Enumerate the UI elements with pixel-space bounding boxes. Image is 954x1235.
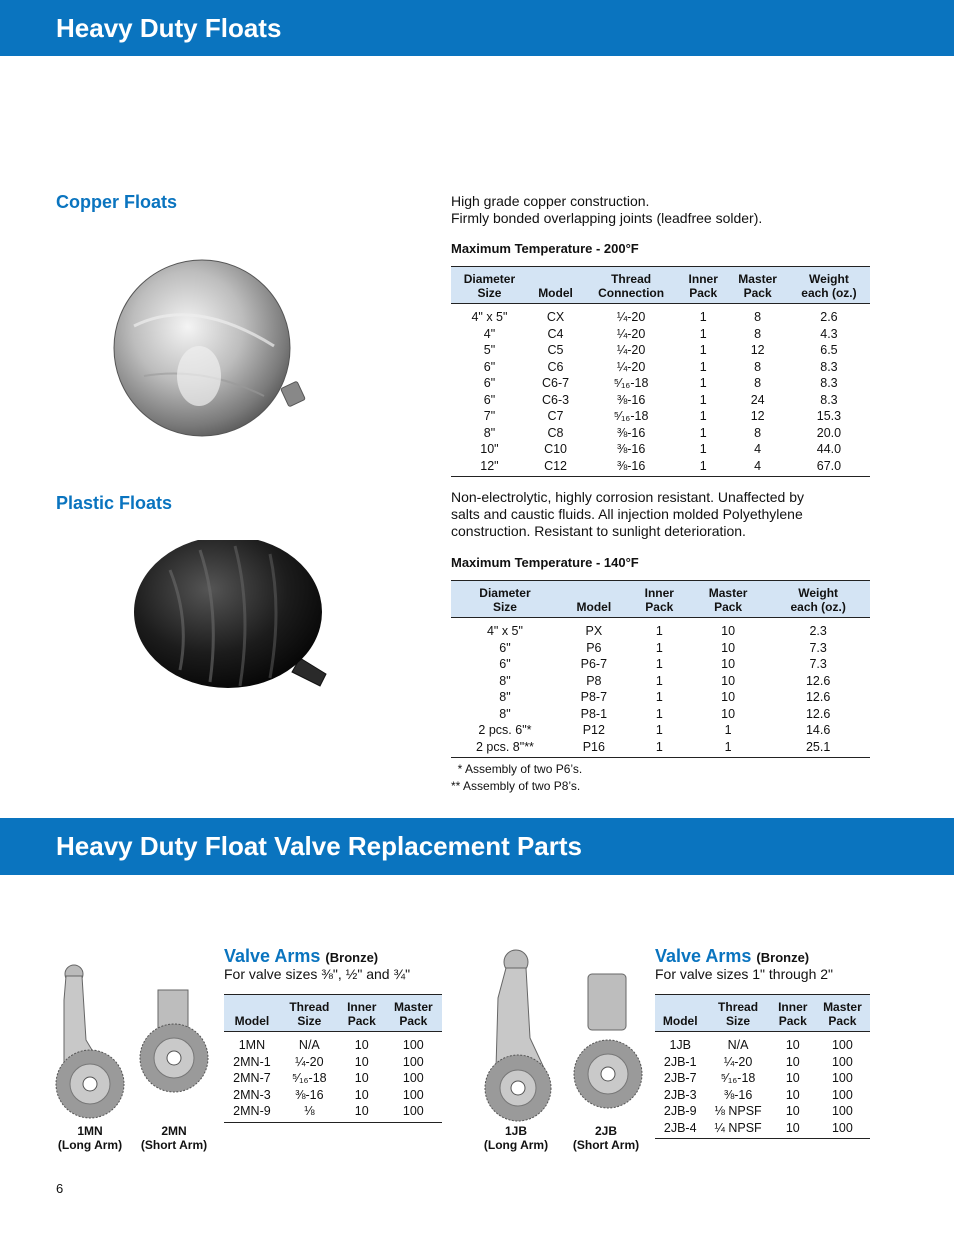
plastic-footnote-2: ** Assembly of two P8’s. bbox=[451, 779, 581, 793]
table-cell: P8-7 bbox=[580, 690, 608, 704]
valve-arms-small-title: Valve Arms (Bronze) bbox=[224, 946, 379, 966]
column-header bbox=[528, 267, 583, 304]
table-cell: ¼-20 bbox=[616, 326, 646, 341]
column-header-line: Pack bbox=[743, 286, 772, 300]
table-cell: 1 bbox=[655, 690, 663, 704]
table-cell: 1 bbox=[699, 326, 707, 341]
table-cell: C8 bbox=[547, 425, 564, 440]
table-row bbox=[224, 1032, 442, 1054]
plastic-max-temperature: Maximum Temperature - 140°F bbox=[451, 555, 639, 570]
table-cell: 5" bbox=[483, 343, 496, 357]
column-header bbox=[280, 995, 339, 1032]
table-cell: P6 bbox=[586, 640, 602, 655]
column-header-line: Model bbox=[538, 286, 573, 300]
table-cell: N/A bbox=[727, 1038, 749, 1052]
table-cell: 2.6 bbox=[820, 310, 838, 324]
table-cell: 10 bbox=[721, 640, 736, 655]
table-cell: 7" bbox=[483, 409, 496, 423]
valve-arms-large-title: Valve Arms (Bronze) bbox=[655, 946, 810, 966]
table-cell: ⁵⁄₁₆-18 bbox=[720, 1071, 756, 1085]
table-cell: 25.1 bbox=[805, 739, 831, 754]
column-header-line bbox=[659, 1000, 701, 1014]
table-cell: 12.6 bbox=[805, 673, 831, 688]
column-header bbox=[629, 581, 690, 618]
valve-arm-1jb-image bbox=[478, 948, 560, 1124]
table-cell: 100 bbox=[402, 1104, 424, 1118]
table-cell: 8 bbox=[754, 310, 762, 324]
column-header-line: Weight bbox=[798, 586, 839, 600]
table-cell: ¼ NPSF bbox=[714, 1120, 762, 1135]
table-cell: 10 bbox=[785, 1120, 800, 1135]
column-header-line: Model bbox=[662, 1014, 698, 1028]
table-cell: P8-1 bbox=[580, 706, 608, 721]
table-cell: 10 bbox=[785, 1087, 800, 1102]
column-header bbox=[727, 267, 787, 304]
valve-arm-2mn-image bbox=[138, 988, 210, 1120]
table-cell: 15.3 bbox=[816, 409, 842, 423]
table-cell: 10 bbox=[785, 1104, 800, 1118]
table-cell: 12.6 bbox=[805, 690, 831, 704]
table-cell: ⅛ bbox=[304, 1104, 315, 1118]
column-header-line: Pack bbox=[347, 1014, 376, 1028]
column-header-line: Pack bbox=[399, 1014, 428, 1028]
table-cell: 2JB-9 bbox=[663, 1104, 697, 1118]
column-header bbox=[559, 581, 629, 618]
caption-2jb: 2JB (Short Arm) bbox=[572, 1124, 640, 1152]
table-cell: 8.3 bbox=[820, 359, 838, 374]
table-row bbox=[451, 689, 870, 706]
table-cell: 12.6 bbox=[805, 706, 831, 721]
column-header-line: Thread bbox=[718, 1000, 759, 1014]
table-cell: 1 bbox=[699, 359, 707, 374]
table-cell: 7.3 bbox=[809, 640, 827, 655]
column-header bbox=[583, 267, 679, 304]
table-row bbox=[451, 392, 870, 409]
table-cell: 100 bbox=[831, 1104, 853, 1118]
table-cell: 6.5 bbox=[820, 343, 838, 357]
table-cell: 1 bbox=[655, 657, 663, 671]
table-cell: 7.3 bbox=[809, 657, 827, 671]
page-title: Heavy Duty Floats bbox=[56, 13, 282, 43]
table-cell: 10 bbox=[354, 1054, 369, 1069]
table-cell: 12" bbox=[480, 458, 499, 473]
column-header bbox=[788, 267, 870, 304]
valve-arm-2jb-image bbox=[572, 972, 644, 1122]
table-cell: 100 bbox=[831, 1038, 853, 1052]
table-cell: ⅜-16 bbox=[616, 458, 646, 473]
table-cell: 1 bbox=[655, 624, 663, 638]
column-header-line bbox=[532, 272, 579, 286]
table-cell: ¼-20 bbox=[616, 310, 646, 324]
table-cell: 8" bbox=[499, 673, 511, 688]
column-header-line bbox=[228, 1000, 276, 1014]
table-row bbox=[451, 618, 870, 640]
table-cell: 10 bbox=[721, 673, 736, 688]
table-cell: 1JB bbox=[669, 1038, 691, 1052]
section-title: Heavy Duty Float Valve Replacement Parts bbox=[56, 831, 583, 861]
table-cell: 10 bbox=[721, 706, 736, 721]
table-cell: 1 bbox=[699, 376, 707, 390]
table-row bbox=[451, 326, 870, 343]
table-row bbox=[224, 1087, 442, 1104]
table-cell: PX bbox=[585, 624, 603, 638]
copper-float-image bbox=[104, 256, 310, 438]
table-cell: 2JB-1 bbox=[663, 1054, 697, 1069]
column-header-line: Pack bbox=[714, 600, 743, 614]
table-cell: 4 bbox=[754, 458, 762, 473]
table-cell: C6-3 bbox=[541, 392, 570, 407]
column-header-line: Inner bbox=[644, 586, 674, 600]
table-cell: 6" bbox=[499, 640, 511, 655]
valve-arms-small-table bbox=[224, 994, 442, 1123]
valve-arms-small-sizes: For valve sizes ⅜", ½" and ¾" bbox=[224, 966, 411, 982]
table-cell: 12 bbox=[750, 409, 765, 423]
table-cell: ⅜-16 bbox=[616, 392, 646, 407]
plastic-footnote-1: * Assembly of two P6’s. bbox=[451, 762, 583, 776]
table-cell: 100 bbox=[402, 1038, 424, 1052]
table-cell: 2JB-4 bbox=[663, 1120, 697, 1135]
table-cell: 4" bbox=[483, 326, 496, 341]
table-cell: 12 bbox=[750, 343, 765, 357]
table-row bbox=[451, 375, 870, 392]
column-header-line: Size bbox=[726, 1014, 751, 1028]
table-cell: 67.0 bbox=[816, 458, 842, 473]
table-cell: P8 bbox=[586, 673, 602, 688]
table-cell: 1MN bbox=[238, 1038, 266, 1052]
valve-arm-1mn-image bbox=[44, 960, 136, 1122]
table-cell: 6" bbox=[483, 376, 496, 390]
table-cell: C6-7 bbox=[541, 376, 570, 390]
table-cell: 10 bbox=[721, 657, 736, 671]
table-cell: ⁵⁄₁₆-18 bbox=[292, 1071, 327, 1085]
table-cell: 8 bbox=[754, 326, 762, 341]
column-header bbox=[655, 995, 705, 1032]
column-header bbox=[771, 995, 815, 1032]
table-cell: 2MN-7 bbox=[233, 1071, 271, 1085]
table-row bbox=[451, 739, 870, 758]
table-cell: 20.0 bbox=[816, 425, 842, 440]
plastic-description: Non-electrolytic, highly corrosion resistant. Unaffected by salts and caustic fluids. All injection molded Polyethylene construction. Resistant to sunlight deterioration. bbox=[451, 489, 805, 539]
table-cell: 8" bbox=[499, 690, 511, 704]
caption-1jb: 1JB (Long Arm) bbox=[483, 1124, 549, 1152]
table-cell: 100 bbox=[402, 1071, 424, 1085]
table-cell: 1 bbox=[699, 409, 707, 423]
table-cell: 2 pcs. 8"** bbox=[475, 739, 534, 754]
column-header bbox=[451, 581, 559, 618]
column-header-line: Thread bbox=[611, 272, 652, 286]
column-header bbox=[451, 267, 528, 304]
table-cell: 10 bbox=[354, 1087, 369, 1102]
table-row bbox=[451, 359, 870, 376]
table-row bbox=[451, 458, 870, 477]
column-header-line: Pack bbox=[778, 1014, 807, 1028]
table-cell: ¼-20 bbox=[616, 359, 646, 374]
table-cell: 1 bbox=[655, 706, 663, 721]
table-cell: 1 bbox=[655, 739, 663, 754]
table-cell: 100 bbox=[402, 1087, 424, 1102]
copper-max-temperature: Maximum Temperature - 200°F bbox=[451, 241, 639, 256]
column-header-line: Inner bbox=[688, 272, 718, 286]
table-cell: ⁵⁄₁₆-18 bbox=[613, 376, 649, 390]
table-cell: 1 bbox=[655, 723, 663, 737]
table-cell: ⅛ NPSF bbox=[714, 1104, 762, 1118]
table-cell: 8" bbox=[483, 425, 496, 440]
table-cell: ¼-20 bbox=[616, 343, 646, 357]
column-header-line: Master bbox=[708, 586, 748, 600]
table-cell: ⁵⁄₁₆-18 bbox=[613, 409, 649, 423]
table-cell: P12 bbox=[582, 723, 605, 737]
copper-floats-heading: Copper Floats bbox=[56, 192, 178, 212]
table-row bbox=[451, 656, 870, 673]
table-cell: P6-7 bbox=[580, 657, 608, 671]
copper-description: High grade copper construction. Firmly bonded overlapping joints (leadfree solder). bbox=[451, 193, 763, 226]
table-cell: 4.3 bbox=[820, 326, 838, 341]
copper-floats-table bbox=[451, 266, 870, 477]
column-header-line: Master bbox=[738, 272, 777, 286]
table-cell: 8 bbox=[754, 359, 762, 374]
table-cell: 2JB-3 bbox=[663, 1087, 697, 1102]
column-header-line bbox=[563, 586, 625, 600]
column-header-line: Inner bbox=[347, 1000, 377, 1014]
column-header-line: Inner bbox=[778, 1000, 808, 1014]
table-row bbox=[451, 342, 870, 359]
table-cell: 2MN-9 bbox=[233, 1104, 271, 1118]
table-cell: 100 bbox=[831, 1120, 853, 1135]
column-header bbox=[766, 581, 870, 618]
table-cell: 1 bbox=[699, 392, 707, 407]
column-header-line: Pack bbox=[645, 600, 674, 614]
table-row bbox=[451, 441, 870, 458]
table-row bbox=[655, 1087, 870, 1104]
table-cell: 6" bbox=[499, 657, 511, 671]
table-cell: ⅜-16 bbox=[616, 425, 646, 440]
table-row bbox=[224, 1103, 442, 1122]
table-row bbox=[451, 304, 870, 326]
table-row bbox=[451, 722, 870, 739]
section-title-band bbox=[0, 818, 954, 875]
table-cell: 1 bbox=[699, 310, 707, 324]
table-cell: ¼-20 bbox=[723, 1054, 753, 1069]
column-header-line: Size bbox=[492, 600, 517, 614]
table-cell: 10" bbox=[480, 442, 499, 456]
caption-2mn: 2MN (Short Arm) bbox=[140, 1124, 208, 1152]
table-cell: 1 bbox=[724, 739, 732, 754]
valve-arms-large-sizes: For valve sizes 1" through 2" bbox=[655, 966, 834, 982]
column-header-line: Size bbox=[477, 286, 502, 300]
table-row bbox=[655, 1120, 870, 1139]
table-cell: 10 bbox=[785, 1054, 800, 1069]
table-cell: 2.3 bbox=[809, 624, 827, 638]
caption-1mn: 1MN (Long Arm) bbox=[57, 1124, 123, 1152]
table-cell: P16 bbox=[582, 739, 605, 754]
table-cell: 10 bbox=[721, 690, 736, 704]
table-cell: N/A bbox=[298, 1038, 320, 1052]
table-cell: 100 bbox=[831, 1071, 853, 1085]
table-cell: C10 bbox=[544, 442, 567, 456]
column-header-line: Model bbox=[576, 600, 612, 614]
table-row bbox=[451, 706, 870, 723]
table-cell: 2JB-7 bbox=[663, 1071, 697, 1085]
table-row bbox=[224, 1054, 442, 1071]
table-cell: 8.3 bbox=[820, 392, 838, 407]
table-cell: 10 bbox=[354, 1038, 369, 1052]
table-row bbox=[224, 1070, 442, 1087]
table-cell: 100 bbox=[402, 1054, 424, 1069]
column-header-line: Thread bbox=[289, 1000, 330, 1014]
table-cell: 1 bbox=[655, 673, 663, 688]
table-row bbox=[451, 640, 870, 657]
column-header-line: Model bbox=[234, 1014, 270, 1028]
column-header-line: Pack bbox=[828, 1014, 857, 1028]
valve-arms-large-table bbox=[655, 994, 870, 1139]
page-number: 6 bbox=[56, 1181, 64, 1196]
column-header bbox=[339, 995, 385, 1032]
column-header-line: Pack bbox=[689, 286, 718, 300]
table-cell: ⅜-16 bbox=[616, 442, 646, 456]
column-header-line: each (oz.) bbox=[801, 286, 857, 300]
table-cell: 10 bbox=[721, 624, 736, 638]
column-header bbox=[815, 995, 870, 1032]
plastic-floats-table bbox=[451, 580, 870, 758]
column-header-line: Diameter bbox=[463, 272, 516, 286]
table-cell: CX bbox=[546, 310, 565, 324]
table-cell: C4 bbox=[547, 326, 564, 341]
table-cell: 24 bbox=[750, 392, 765, 407]
table-cell: ¼-20 bbox=[295, 1054, 324, 1069]
column-header bbox=[705, 995, 770, 1032]
table-cell: 1 bbox=[699, 442, 707, 456]
table-row bbox=[655, 1103, 870, 1120]
table-cell: 100 bbox=[831, 1087, 853, 1102]
table-cell: 1 bbox=[655, 640, 663, 655]
plastic-floats-heading: Plastic Floats bbox=[56, 493, 173, 513]
table-cell: 100 bbox=[831, 1054, 853, 1069]
table-row bbox=[451, 425, 870, 442]
table-cell: 8 bbox=[754, 425, 762, 440]
table-cell: 2MN-3 bbox=[233, 1087, 271, 1102]
table-cell: 10 bbox=[354, 1071, 369, 1085]
column-header bbox=[224, 995, 280, 1032]
table-cell: 10 bbox=[785, 1071, 800, 1085]
table-cell: C12 bbox=[544, 458, 567, 473]
column-header bbox=[679, 267, 727, 304]
table-cell: 1 bbox=[724, 723, 732, 737]
table-cell: 8" bbox=[499, 706, 511, 721]
column-header bbox=[690, 581, 766, 618]
page-title-band bbox=[0, 0, 954, 56]
table-cell: 4" x 5" bbox=[471, 310, 508, 324]
table-cell: 8 bbox=[754, 376, 762, 390]
column-header bbox=[385, 995, 442, 1032]
table-cell: ⅜-16 bbox=[723, 1087, 753, 1102]
table-cell: 10 bbox=[785, 1038, 800, 1052]
table-cell: 2 pcs. 6"* bbox=[478, 723, 532, 737]
table-cell: 44.0 bbox=[816, 442, 842, 456]
column-header-line: Master bbox=[823, 1000, 862, 1014]
table-row bbox=[655, 1070, 870, 1087]
table-row bbox=[451, 408, 870, 425]
table-row bbox=[451, 673, 870, 690]
column-header-line: each (oz.) bbox=[790, 600, 846, 614]
table-cell: 4 bbox=[754, 442, 762, 456]
plastic-float-image bbox=[130, 540, 340, 690]
column-header-line: Master bbox=[393, 1000, 433, 1014]
table-row bbox=[655, 1054, 870, 1071]
table-cell: 1 bbox=[699, 425, 707, 440]
table-cell: C6 bbox=[547, 359, 564, 374]
column-header-line: Size bbox=[297, 1014, 322, 1028]
table-cell: 2MN-1 bbox=[233, 1054, 271, 1069]
table-cell: 4" x 5" bbox=[486, 624, 523, 638]
table-cell: 1 bbox=[699, 343, 707, 357]
table-cell: 6" bbox=[483, 359, 496, 374]
column-header-line: Diameter bbox=[479, 586, 531, 600]
table-cell: 8.3 bbox=[820, 376, 838, 390]
table-cell: 10 bbox=[354, 1104, 369, 1118]
column-header-line: Connection bbox=[598, 286, 665, 300]
table-row bbox=[655, 1032, 870, 1054]
table-cell: 6" bbox=[483, 392, 496, 407]
table-cell: ⅜-16 bbox=[295, 1087, 324, 1102]
table-cell: 1 bbox=[699, 458, 707, 473]
table-cell: C7 bbox=[547, 409, 564, 423]
table-cell: C5 bbox=[547, 343, 564, 357]
column-header-line: Weight bbox=[809, 272, 849, 286]
table-cell: 14.6 bbox=[805, 723, 831, 737]
